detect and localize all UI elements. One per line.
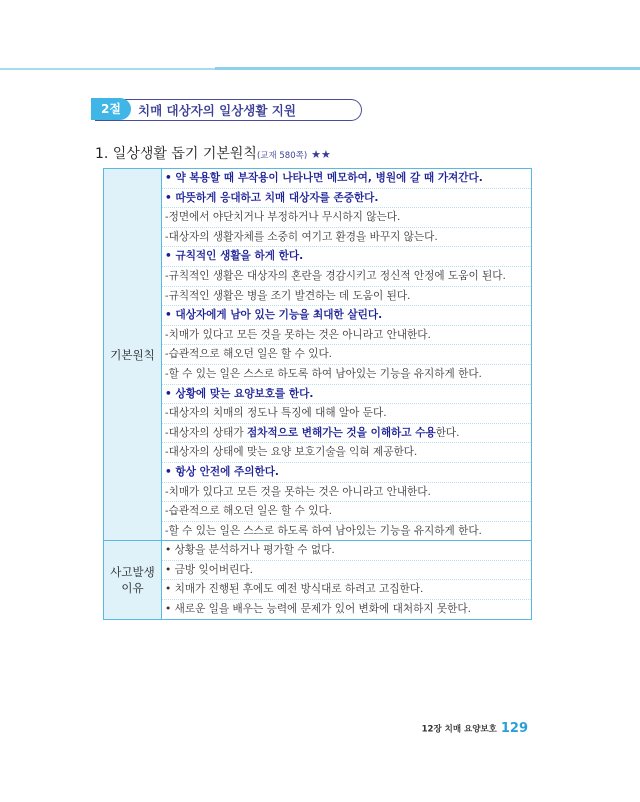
accident-label [104,541,162,619]
detail-text: 한다. [435,426,460,439]
accident-reason: • 상황을 분석하거나 평가할 수 없다. [162,541,531,561]
principle-detail: -할 수 있는 일은 스스로 하도록 하여 남아있는 기능을 유지하게 한다. [162,365,531,385]
principle-heading: • 따뜻하게 응대하고 치매 대상자를 존중한다. [162,189,531,209]
principle-heading: • 규칙적인 생활을 하게 한다. [162,247,531,267]
principle-detail: -규칙적인 생활은 대상자의 혼란을 경감시키고 정신적 안정에 도움이 된다. [162,267,531,287]
accident-reason: • 금방 잊어버린다. [162,561,531,581]
principle-detail: -습관적으로 해오던 일은 할 수 있다. [162,345,531,365]
principle-detail: -대상자의 상태에 맞는 요양 보호기술을 익혀 제공한다. [162,443,531,463]
heading-text: 1. 일상생활 돕기 기본원칙 [95,146,257,162]
section-number: 2절 [91,98,131,120]
highlighted-text: 점차적으로 변해가는 것을 이해하고 수용 [246,426,436,439]
principle-detail: -대상자의 생활자체를 소중히 여기고 환경을 바꾸지 않는다. [162,228,531,248]
textbook-reference: (교재 580쪽) [256,151,308,161]
accident-label-line1: 사고발생 [110,564,155,579]
page-number: 129 [500,721,528,736]
importance-stars: ★★ [311,148,331,161]
chapter-label: 12장 치매 요양보호 [421,724,497,735]
principle-detail: -대상자의 치매의 정도나 특징에 대해 알아 둔다. [162,404,531,424]
principle-detail: -치매가 있다고 모든 것을 못하는 것은 아니라고 안내한다. [162,326,531,346]
principle-heading: • 항상 안전에 주의한다. [162,463,531,483]
section-title: 치매 대상자의 일상생활 지원 [138,103,296,118]
principle-detail [162,424,531,444]
principles-content [162,169,532,541]
accident-reason: • 치매가 진행된 후에도 예전 방식대로 하려고 고집한다. [162,580,531,600]
principle-detail: -할 수 있는 일은 스스로 하도록 하여 남아있는 기능을 유지하게 한다. [165,524,482,537]
subsection-heading [95,143,331,163]
accident-reason: • 새로운 일을 배우는 능력에 문제가 있어 변화에 대처하지 못한다. [165,603,471,616]
principle-detail: -정면에서 야단치거나 부정하거나 무시하지 않는다. [162,208,531,228]
principle-detail: -치매가 있다고 모든 것을 못하는 것은 아니라고 안내한다. [162,483,531,503]
principle-heading: • 약 복용할 때 부작용이 나타나면 메모하여, 병원에 갈 때 가져간다. [162,169,531,189]
accident-content [162,541,532,619]
principles-table [103,168,532,620]
accident-label-line2: 이유 [121,580,144,595]
detail-text: -대상자의 상태가 [165,426,247,439]
principle-detail: -규칙적인 생활은 병을 조기 발견하는 데 도움이 된다. [162,287,531,307]
top-rule-accent [215,67,640,70]
principle-heading: • 대상자에게 남아 있는 기능을 최대한 살린다. [162,306,531,326]
principles-label: 기본원칙 [104,169,162,541]
principle-heading: • 상황에 맞는 요양보호를 한다. [162,385,531,405]
principles-row [104,169,532,541]
principle-detail: -습관적으로 해오던 일은 할 수 있다. [162,502,531,522]
page-footer [422,718,528,737]
accident-row [104,541,532,619]
